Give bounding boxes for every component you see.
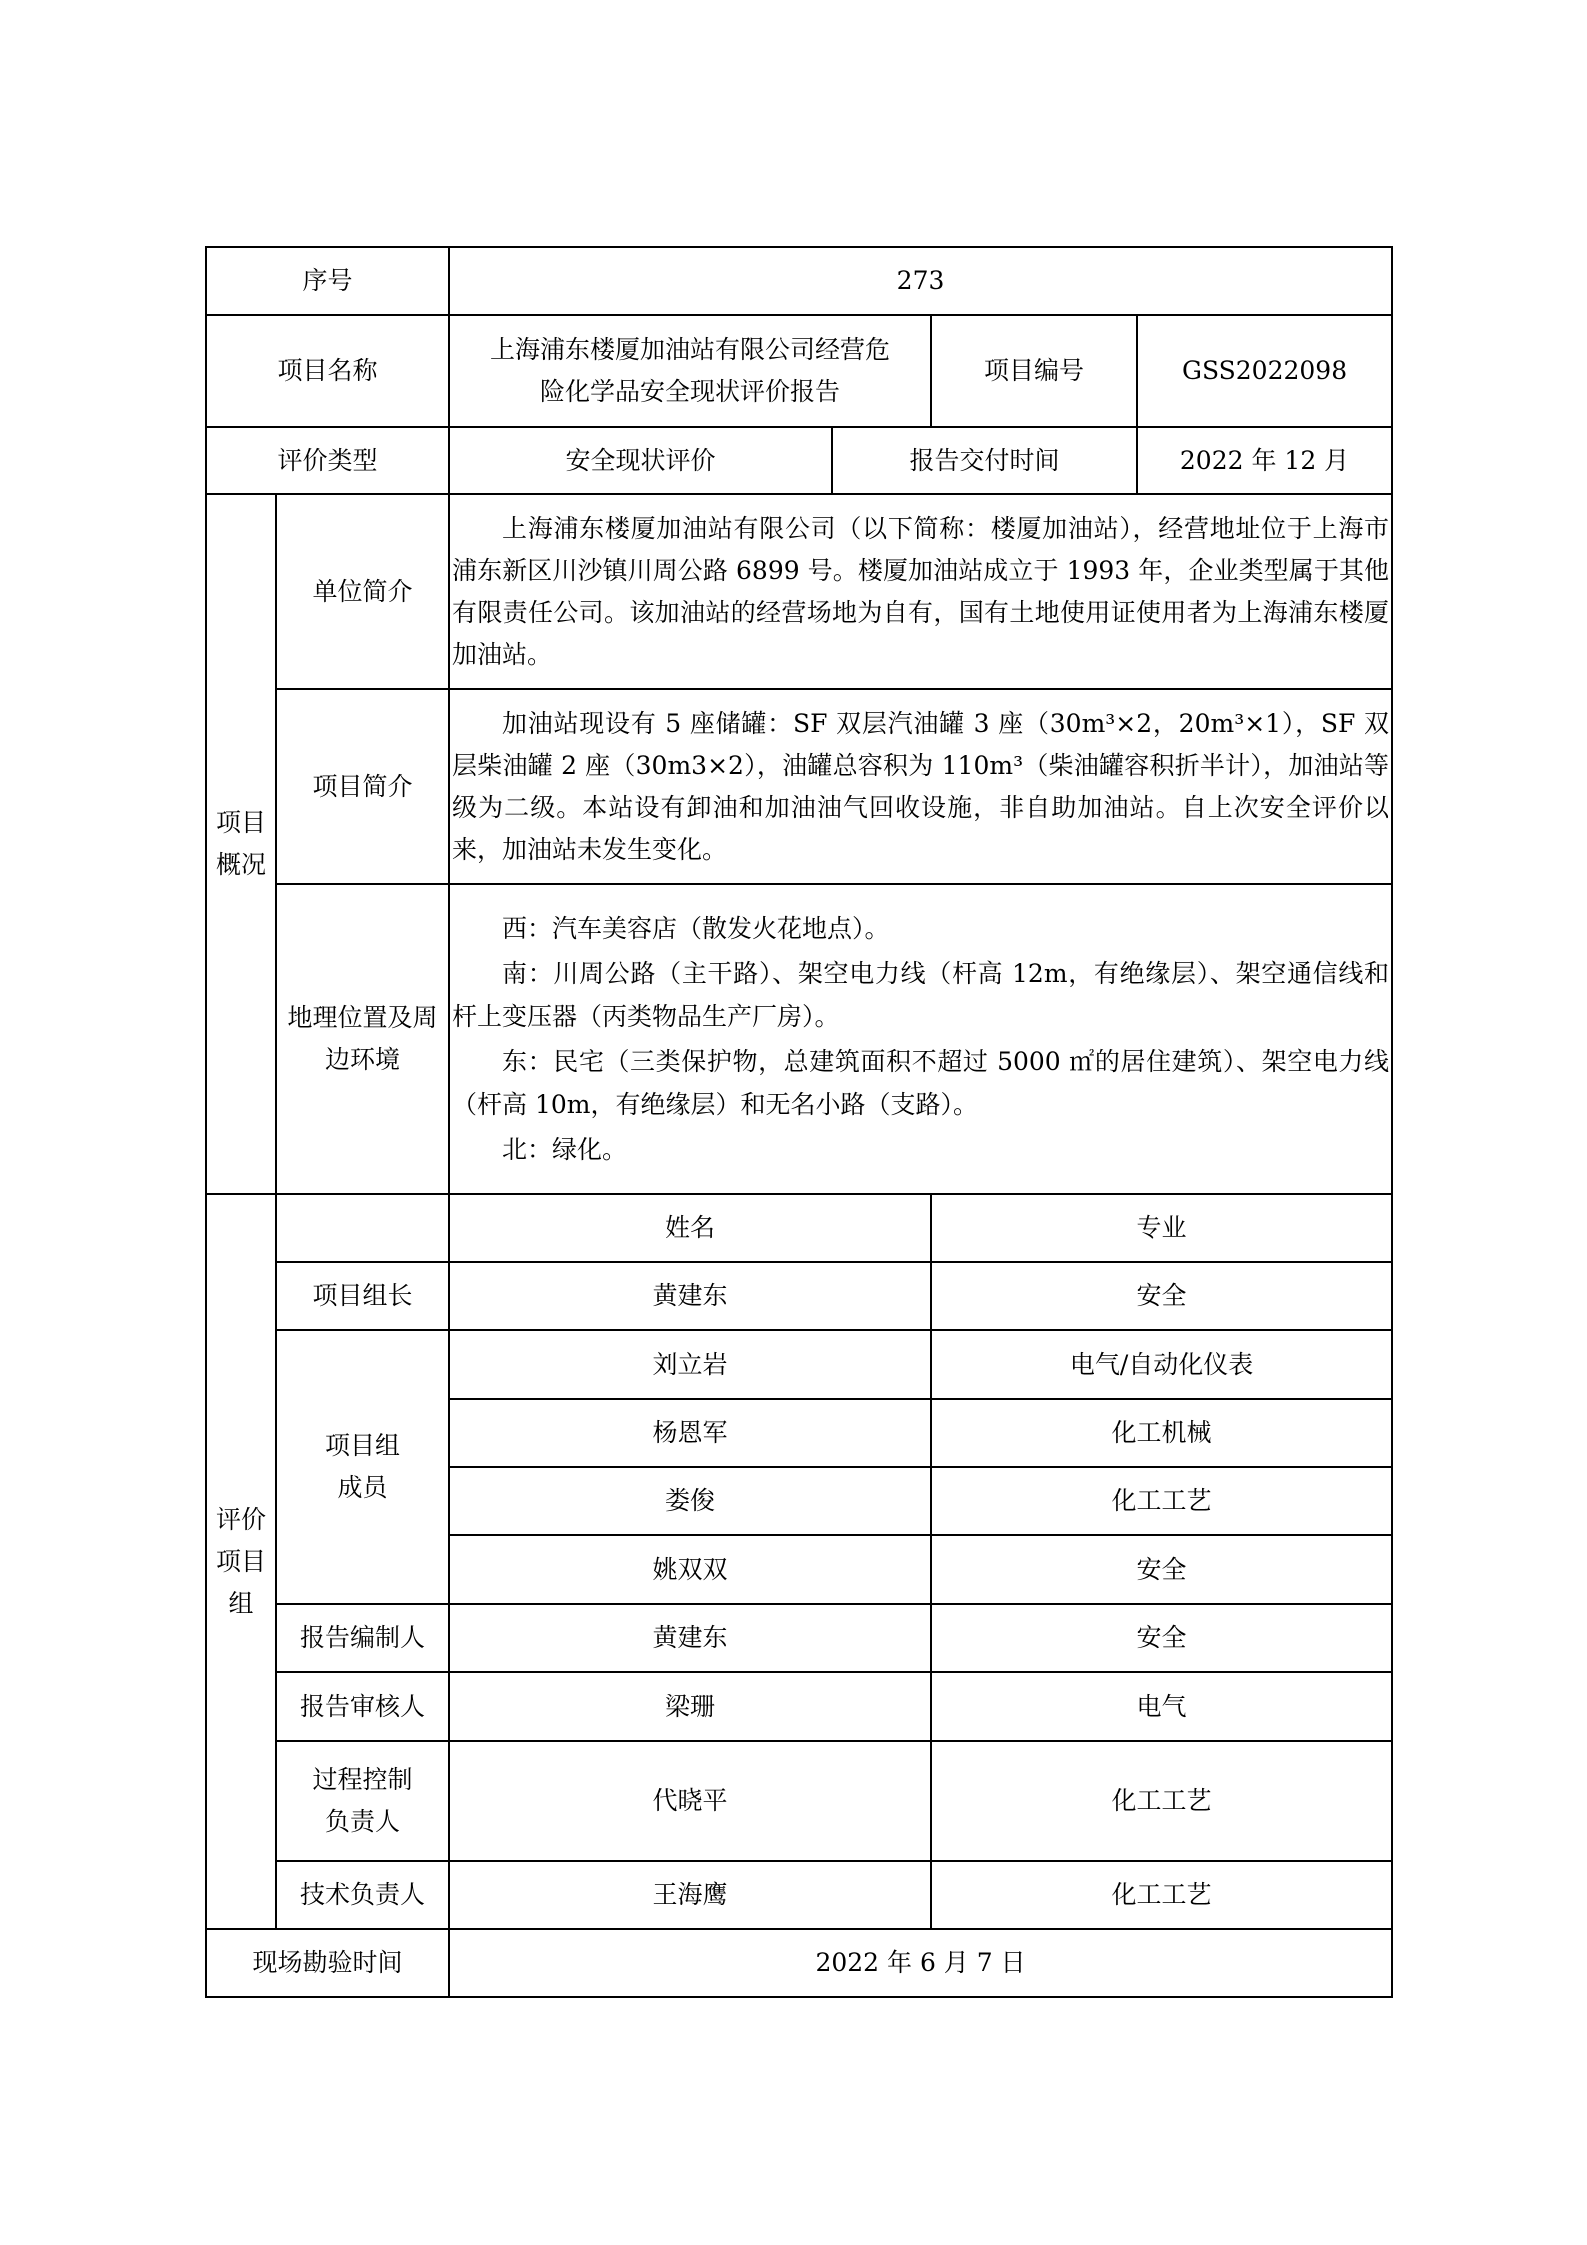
eval-group-label-line: 评价 <box>215 1504 266 1534</box>
environment-east: 东：民宅（三类保护物，总建筑面积不超过 5000 ㎡的居住建筑）、架空电力线（杆高 10m，有绝缘层）和无名小路（支路）。 <box>452 1047 1390 1119</box>
reviewer-name: 梁珊 <box>449 1672 931 1741</box>
project-name-line: 上海浦东楼厦加油站有限公司经营危 <box>490 335 891 364</box>
project-intro-text <box>449 689 1392 884</box>
row-process-control <box>206 1741 1392 1861</box>
overview-label <box>206 494 276 1194</box>
seq-label: 序号 <box>206 247 449 315</box>
environment-text <box>449 884 1392 1194</box>
col-specialty-header: 专业 <box>931 1194 1392 1262</box>
eval-group-label <box>206 1194 276 1929</box>
reviewer-label: 报告审核人 <box>276 1672 449 1741</box>
row-compiler <box>206 1604 1392 1672</box>
member-specialty: 化工机械 <box>931 1399 1392 1467</box>
unit-intro-label: 单位简介 <box>276 494 449 689</box>
project-code-value: GSS2022098 <box>1137 315 1392 427</box>
row-seq <box>206 247 1392 315</box>
survey-time-label: 现场勘验时间 <box>206 1929 449 1997</box>
technical-lead-label: 技术负责人 <box>276 1861 449 1929</box>
project-intro-paragraph: 加油站现设有 5 座储罐：SF 双层汽油罐 3 座（30m³×2，20m³×1），SF 双层柴油罐 2 座（30m3×2），油罐总容积为 110m³（柴油罐容积折半计），加油站等级为二级。本站设有卸油和加油油气回收设施，非自助加油站。自上次安全评价以来，加油站未发生变化。 <box>452 708 1390 864</box>
members-label <box>276 1330 449 1604</box>
eval-group-label-line: 项目 <box>215 1546 266 1576</box>
project-name-label: 项目名称 <box>206 315 449 427</box>
compiler-label: 报告编制人 <box>276 1604 449 1672</box>
member-name: 娄俊 <box>449 1467 931 1535</box>
process-control-label-line: 过程控制 <box>312 1765 413 1794</box>
row-group-header <box>206 1194 1392 1262</box>
unit-intro-paragraph: 上海浦东楼厦加油站有限公司（以下简称：楼厦加油站），经营地址位于上海市浦东新区川沙镇川周公路 6899 号。楼厦加油站成立于 1993 年，企业类型属于其他有限责任公司。该加油站的经营场地为自有，国有土地使用证使用者为上海浦东楼厦加油站。 <box>452 513 1390 669</box>
location-label <box>276 884 449 1194</box>
row-location <box>206 884 1392 1194</box>
row-technical-lead <box>206 1861 1392 1929</box>
delivery-time-value: 2022 年 12 月 <box>1137 427 1392 494</box>
survey-time-value: 2022 年 6 月 7 日 <box>449 1929 1392 1997</box>
unit-intro-text <box>449 494 1392 689</box>
member-name: 刘立岩 <box>449 1330 931 1399</box>
row-eval-type <box>206 427 1392 494</box>
row-reviewer <box>206 1672 1392 1741</box>
eval-type-value: 安全现状评价 <box>449 427 832 494</box>
eval-group-label-line: 组 <box>228 1588 254 1618</box>
leader-label: 项目组长 <box>276 1262 449 1330</box>
row-survey-time <box>206 1929 1392 1997</box>
project-intro-label: 项目简介 <box>276 689 449 884</box>
row-project-intro <box>206 689 1392 884</box>
location-label-line: 地理位置及周 <box>287 1003 438 1032</box>
members-label-line: 成员 <box>337 1473 388 1502</box>
environment-north: 北：绿化。 <box>502 1135 628 1164</box>
process-control-name: 代晓平 <box>449 1741 931 1861</box>
members-label-line: 项目组 <box>325 1431 401 1460</box>
row-unit-intro <box>206 494 1392 689</box>
process-control-specialty: 化工工艺 <box>931 1741 1392 1861</box>
project-info-table <box>205 246 1393 1998</box>
member-name: 杨恩军 <box>449 1399 931 1467</box>
member-specialty: 安全 <box>931 1535 1392 1604</box>
delivery-time-label: 报告交付时间 <box>832 427 1137 494</box>
compiler-name: 黄建东 <box>449 1604 931 1672</box>
overview-label-line: 项目 <box>215 808 266 837</box>
compiler-specialty: 安全 <box>931 1604 1392 1672</box>
member-specialty: 化工工艺 <box>931 1467 1392 1535</box>
environment-west: 西：汽车美容店（散发火花地点）。 <box>502 914 890 943</box>
leader-specialty: 安全 <box>931 1262 1392 1330</box>
member-name: 姚双双 <box>449 1535 931 1604</box>
eval-type-label: 评价类型 <box>206 427 449 494</box>
blank-header-cell <box>276 1194 449 1262</box>
location-label-line: 边环境 <box>325 1045 401 1074</box>
project-code-label: 项目编号 <box>931 315 1137 427</box>
row-project-name <box>206 315 1392 427</box>
project-name-value <box>449 315 931 427</box>
row-member <box>206 1330 1392 1399</box>
technical-lead-name: 王海鹰 <box>449 1861 931 1929</box>
row-leader <box>206 1262 1392 1330</box>
overview-label-line: 概况 <box>215 850 266 879</box>
col-name-header: 姓名 <box>449 1194 931 1262</box>
leader-name: 黄建东 <box>449 1262 931 1330</box>
process-control-label-line: 负责人 <box>325 1807 401 1836</box>
technical-lead-specialty: 化工工艺 <box>931 1861 1392 1929</box>
process-control-label <box>276 1741 449 1861</box>
member-specialty: 电气/自动化仪表 <box>931 1330 1392 1399</box>
reviewer-specialty: 电气 <box>931 1672 1392 1741</box>
project-name-line: 险化学品安全现状评价报告 <box>540 377 841 406</box>
environment-south: 南：川周公路（主干路）、架空电力线（杆高 12m，有绝缘层）、架空通信线和杆上变压器（丙类物品生产厂房）。 <box>452 959 1390 1031</box>
seq-value: 273 <box>449 247 1392 315</box>
